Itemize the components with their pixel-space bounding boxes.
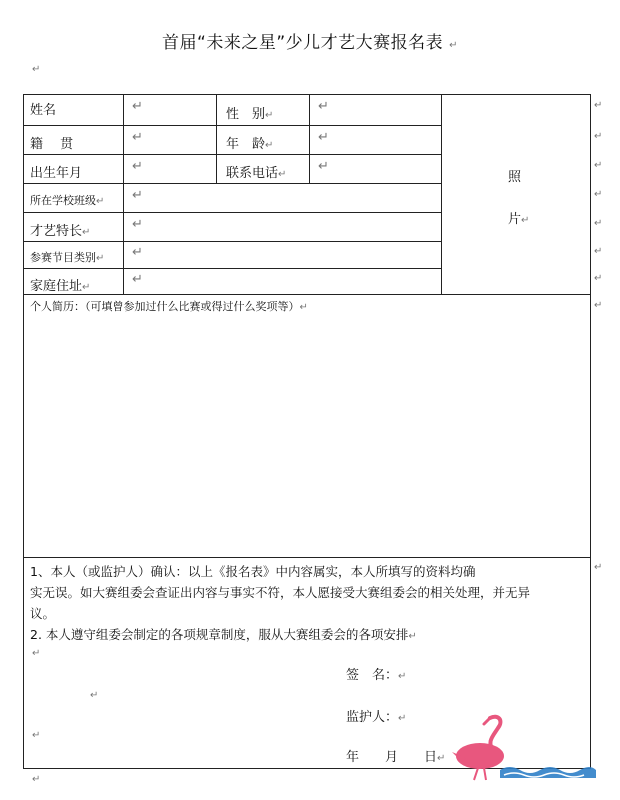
row-end-mark: ↵ — [594, 189, 603, 200]
gender-field[interactable]: ↵ — [318, 99, 329, 114]
talent-label: 才艺特长↵ — [30, 224, 91, 239]
paragraph-mark: ↵ — [32, 64, 41, 75]
name-label: 姓名 — [30, 103, 57, 118]
age-label: 年 龄↵ — [226, 137, 274, 152]
program-category-label: 参赛节目类别↵ — [30, 251, 105, 264]
school-class-field[interactable]: ↵ — [132, 188, 143, 203]
declaration-line-2: 实无误。如大赛组委会查证出内容与事实不符，本人愿接受大赛组委会的相关处理，并无异 — [30, 585, 531, 600]
declaration-line-1: 1、本人（或监护人）确认：以上《报名表》中内容属实，本人所填写的资料均确 — [30, 564, 476, 579]
paragraph-mark: ↵ — [32, 648, 41, 659]
program-category-field[interactable]: ↵ — [132, 245, 143, 260]
row-end-mark: ↵ — [594, 273, 603, 284]
home-address-field[interactable]: ↵ — [132, 272, 143, 287]
birth-date-label: 出生年月 — [30, 166, 83, 181]
paragraph-mark: ↵ — [32, 730, 41, 741]
declaration-line-4: 2. 本人遵守组委会制定的各项规章制度，服从大赛组委会的各项安排↵ — [30, 627, 417, 642]
paragraph-mark: ↵ — [90, 690, 99, 701]
phone-field[interactable]: ↵ — [318, 159, 329, 174]
home-address-label: 家庭住址↵ — [30, 279, 91, 294]
row-end-mark: ↵ — [594, 131, 603, 142]
row-end-mark: ↵ — [594, 100, 603, 111]
row-end-mark: ↵ — [594, 218, 603, 229]
declaration-line-3: 议。 — [30, 606, 56, 621]
native-place-label: 籍 贯 — [30, 137, 74, 152]
photo-label-char-1: 照 — [508, 170, 522, 185]
native-place-field[interactable]: ↵ — [132, 130, 143, 145]
talent-field[interactable]: ↵ — [132, 217, 143, 232]
guardian-label: 监护人：↵ — [346, 710, 407, 725]
row-end-mark: ↵ — [594, 246, 603, 257]
birth-date-field[interactable]: ↵ — [132, 159, 143, 174]
gender-label: 性 别↵ — [226, 107, 274, 122]
age-field[interactable]: ↵ — [318, 130, 329, 145]
resume-field[interactable] — [24, 318, 590, 556]
resume-label: 个人简历：（可填曾参加过什么比赛或得过什么奖项等）↵ — [30, 300, 308, 313]
photo-label-char-2: 片↵ — [508, 212, 530, 227]
row-end-mark: ↵ — [594, 562, 603, 573]
row-end-mark: ↵ — [594, 300, 603, 311]
phone-label: 联系电话↵ — [226, 166, 287, 181]
row-end-mark: ↵ — [594, 160, 603, 171]
paragraph-mark: ↵ — [32, 774, 41, 785]
page-title: 首届“未来之星”少儿才艺大赛报名表 ↵ — [162, 33, 458, 53]
school-class-label: 所在学校班级↵ — [30, 194, 105, 207]
signature-label: 签 名：↵ — [346, 668, 407, 683]
flamingo-watermark-icon — [440, 712, 598, 782]
date-label: 年 月 日↵ — [346, 750, 446, 765]
name-field[interactable]: ↵ — [132, 99, 143, 114]
